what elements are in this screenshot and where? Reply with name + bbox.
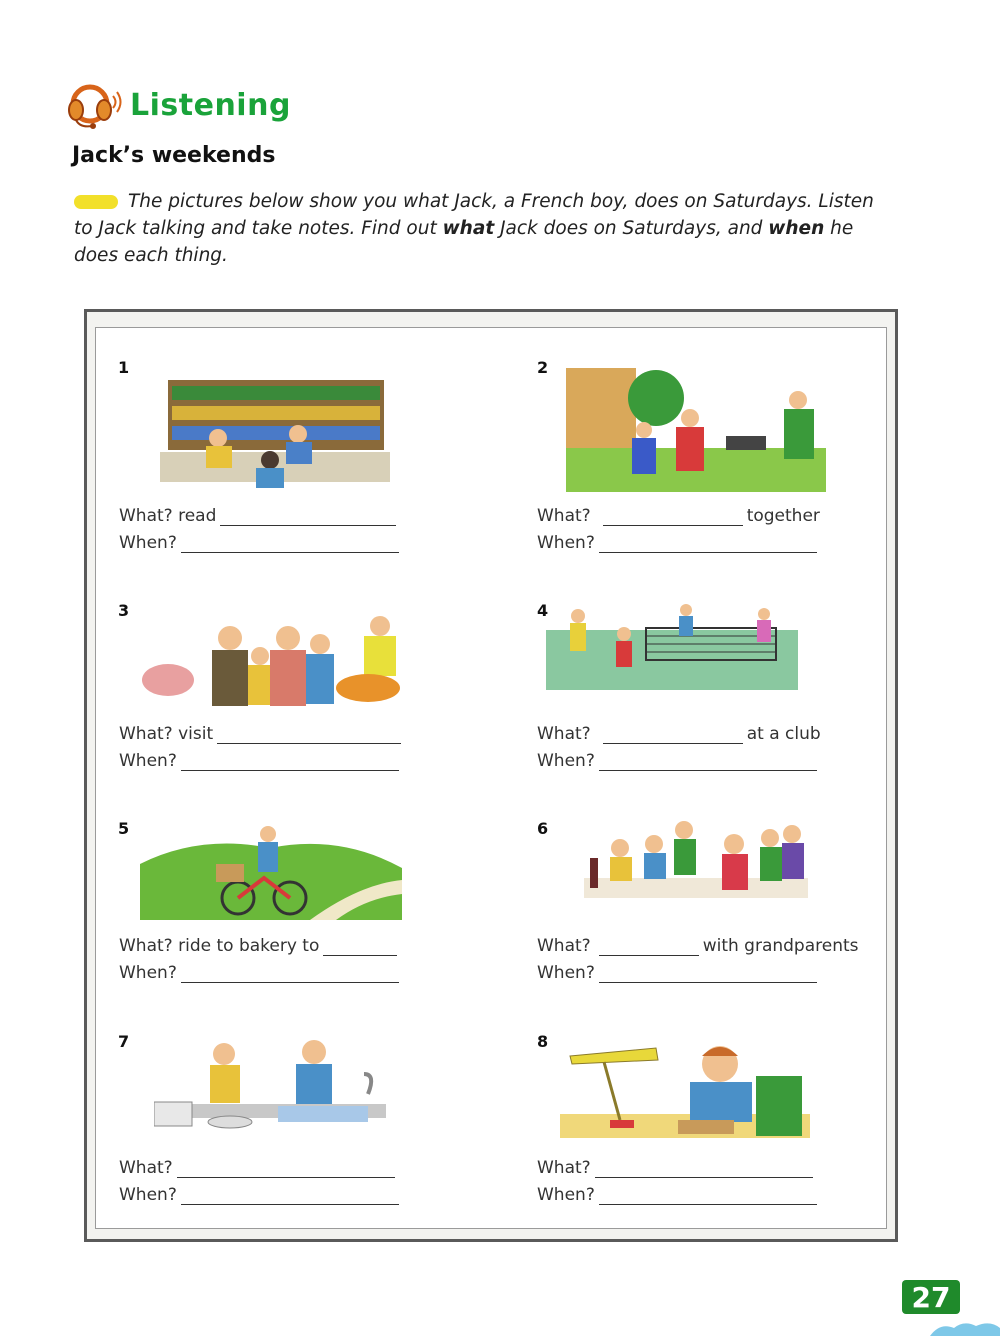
when-row xyxy=(119,751,403,771)
answer-blank[interactable] xyxy=(603,509,743,526)
answer-blank[interactable] xyxy=(181,754,399,771)
what-label: What? xyxy=(119,1158,173,1178)
answer-blank[interactable] xyxy=(217,727,401,744)
answer-blank[interactable] xyxy=(595,1161,813,1178)
item-number: 3 xyxy=(118,601,130,620)
what-row xyxy=(537,936,859,956)
answer-blank[interactable] xyxy=(177,1161,395,1178)
when-row xyxy=(537,963,821,983)
page-number: 27 xyxy=(911,1280,951,1314)
when-label: When? xyxy=(119,1185,177,1205)
what-row xyxy=(537,1158,817,1178)
instructions xyxy=(74,188,894,269)
headphones-icon xyxy=(66,80,124,130)
when-label: When? xyxy=(537,1185,595,1205)
what-row xyxy=(537,506,820,526)
item-number: 5 xyxy=(118,819,130,838)
what-prefix: visit xyxy=(178,724,214,744)
answer-blank[interactable] xyxy=(181,966,399,983)
what-row xyxy=(119,506,400,526)
what-row xyxy=(119,1158,399,1178)
when-row xyxy=(119,1185,403,1205)
answer-blank[interactable] xyxy=(599,1188,817,1205)
when-label: When? xyxy=(119,751,177,771)
what-prefix: read xyxy=(178,506,217,526)
answer-blank[interactable] xyxy=(220,509,396,526)
item-number: 2 xyxy=(537,358,549,377)
highlighter-mark xyxy=(74,195,118,209)
bicycle-picture xyxy=(140,824,402,920)
what-suffix: together xyxy=(746,506,820,526)
when-label: When? xyxy=(119,963,177,983)
section-title: Listening xyxy=(130,87,291,123)
item-number: 1 xyxy=(118,358,130,377)
answer-blank[interactable] xyxy=(181,536,399,553)
when-row xyxy=(537,751,821,771)
section-header xyxy=(66,80,291,130)
when-label: When? xyxy=(537,533,595,553)
when-row xyxy=(119,533,403,553)
when-row xyxy=(119,963,403,983)
what-label: What? xyxy=(119,724,173,744)
what-label: What? xyxy=(537,724,591,744)
what-suffix: with grandparents xyxy=(702,936,859,956)
market-picture xyxy=(140,608,402,708)
instructions-text-3: he does each thing. xyxy=(74,218,854,266)
what-row xyxy=(537,724,821,744)
answer-blank[interactable] xyxy=(599,939,699,956)
what-row xyxy=(119,724,405,744)
item-number: 7 xyxy=(118,1032,130,1051)
what-prefix: ride to bakery to xyxy=(178,936,320,956)
instructions-text-2: Jack does on Saturdays, and xyxy=(494,218,769,239)
when-label: When? xyxy=(537,963,595,983)
library-reading-picture xyxy=(160,376,390,491)
item-number: 6 xyxy=(537,819,549,838)
when-label: When? xyxy=(537,751,595,771)
tennis-picture xyxy=(546,600,798,696)
page-number-badge xyxy=(902,1280,960,1314)
answer-blank[interactable] xyxy=(181,1188,399,1205)
what-suffix: at a club xyxy=(746,724,821,744)
when-row xyxy=(537,533,821,553)
answer-blank[interactable] xyxy=(599,536,817,553)
instructions-text-1: The pictures below show you what Jack, a French boy, does on Saturdays. Listen to Jack talking and take notes. Find out xyxy=(74,191,874,239)
what-label: What? xyxy=(537,936,591,956)
what-label: What? xyxy=(119,936,173,956)
answer-blank[interactable] xyxy=(603,727,743,744)
instructions-bold-what: what xyxy=(442,218,495,239)
what-label: What? xyxy=(537,506,591,526)
item-number: 4 xyxy=(537,601,549,620)
what-label: What? xyxy=(119,506,173,526)
cloud-decoration xyxy=(930,1320,1000,1336)
what-label: What? xyxy=(537,1158,591,1178)
answer-blank[interactable] xyxy=(323,939,397,956)
answer-blank[interactable] xyxy=(599,966,817,983)
instructions-bold-when: when xyxy=(768,218,825,239)
item-number: 8 xyxy=(537,1032,549,1051)
barbecue-picture xyxy=(566,368,826,492)
lesson-title: Jack’s weekends xyxy=(72,143,276,168)
answer-blank[interactable] xyxy=(599,754,817,771)
homework-picture xyxy=(560,1036,810,1140)
when-label: When? xyxy=(119,533,177,553)
when-row xyxy=(537,1185,821,1205)
family-dinner-picture xyxy=(584,818,808,918)
what-row xyxy=(119,936,401,956)
washing-dishes-picture xyxy=(154,1034,386,1134)
